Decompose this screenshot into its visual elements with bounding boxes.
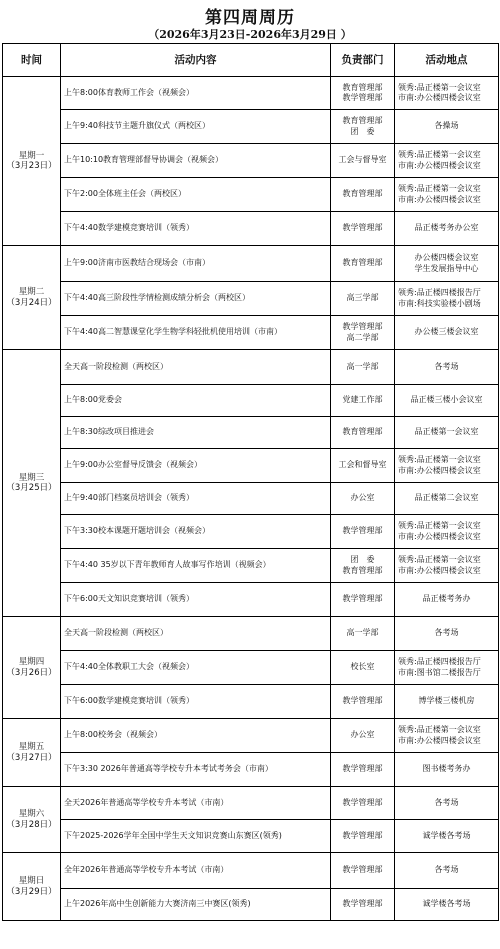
location-cell — [395, 651, 499, 685]
location-cell — [395, 178, 499, 212]
activity-cell: 下午2025-2026学年全国中学生天文知识竞赛山东赛区(领秀) — [61, 820, 331, 853]
table-row — [3, 787, 499, 820]
location-line: 市南:办公楼四楼会议室 — [398, 93, 481, 102]
activity-cell: 上午9:00济南市医教结合现场会（市南） — [61, 246, 331, 282]
department-line: 教育管理部 — [342, 258, 383, 268]
activity-cell: 下午4:40 35岁以下青年教师育人故事写作培训（视频会） — [61, 549, 331, 583]
department-cell — [331, 753, 395, 787]
location-line: 市南:办公楼四楼会议室 — [398, 465, 481, 475]
day-cell — [3, 246, 61, 350]
location-cell — [395, 212, 499, 246]
location-line: 各考场 — [434, 797, 459, 807]
department-cell — [331, 515, 395, 549]
department-line: 教育管理部 — [342, 82, 383, 92]
activity-cell: 上午9:00办公室督导反馈会（视频会） — [61, 449, 331, 483]
activity-cell: 上午9:40科技节主题升旗仪式（两校区） — [61, 110, 331, 144]
day-name: 星期二 — [18, 287, 45, 297]
header-department: 负责部门 — [331, 44, 395, 77]
activity-cell: 全天2026年普通高等学校专升本考试（市南） — [61, 787, 331, 820]
department-line: 教学管理部 — [342, 696, 383, 706]
table-row — [3, 583, 499, 617]
day-cell — [3, 617, 61, 719]
location-line: 博学楼三楼机房 — [418, 696, 475, 706]
department-line: 教育管理部 — [342, 427, 383, 437]
location-line: 市南:科技实验楼小剧场 — [398, 298, 481, 308]
activity-cell: 上午10:10教育管理部督导协调会（视频会） — [61, 144, 331, 178]
department-line: 高一学部 — [346, 361, 379, 371]
header-location: 活动地点 — [395, 44, 499, 77]
header-time: 时间 — [3, 44, 61, 77]
activity-cell: 全天高一阶段检测（两校区） — [61, 617, 331, 651]
department-line: 教学管理部 — [342, 526, 383, 536]
activity-cell: 下午2:00全体班主任会（两校区） — [61, 178, 331, 212]
table-row — [3, 282, 499, 316]
day-name: 星期六 — [18, 809, 45, 819]
department-line: 高三学部 — [346, 293, 379, 303]
department-cell — [331, 316, 395, 350]
location-line: 品正楼考务办公室 — [414, 223, 479, 233]
table-row — [3, 77, 499, 110]
activity-cell: 下午3:30 2026年普通高等学校专升本考试考务会（市南） — [61, 753, 331, 787]
department-cell — [331, 820, 395, 853]
table-row — [3, 144, 499, 178]
day-date: （3月23日） — [6, 161, 57, 171]
location-line: 品正楼第二会议室 — [414, 493, 479, 503]
department-line: 团 委 — [350, 555, 375, 564]
department-cell — [331, 889, 395, 921]
location-cell — [395, 282, 499, 316]
activity-cell: 下午3:30校本课题开题培训会（视频会） — [61, 515, 331, 549]
location-line: 领秀:品正楼四楼报告厅 — [398, 288, 481, 297]
table-row — [3, 889, 499, 921]
department-cell — [331, 449, 395, 483]
schedule-body — [3, 77, 499, 921]
table-row — [3, 549, 499, 583]
activity-cell: 全年2026年普通高等学校专升本考试（市南） — [61, 853, 331, 889]
location-line: 品正楼第一会议室 — [414, 427, 479, 437]
location-cell — [395, 246, 499, 282]
table-header-row — [3, 44, 499, 77]
activity-cell: 下午6:00数学建模竞赛培训（领秀） — [61, 685, 331, 719]
department-cell — [331, 110, 395, 144]
page-subtitle: （2026年3月23日-2026年3月29日 ） — [148, 28, 352, 41]
location-cell — [395, 350, 499, 385]
department-cell — [331, 144, 395, 178]
department-line: 党建工作部 — [342, 395, 383, 405]
table-row — [3, 651, 499, 685]
activity-cell: 上午9:40部门档案员培训会（领秀） — [61, 483, 331, 515]
table-row — [3, 449, 499, 483]
location-line: 领秀:品正楼第一会议室 — [398, 521, 481, 530]
location-line: 领秀:品正楼第一会议室 — [398, 455, 481, 464]
location-line: 品正楼考务办 — [422, 594, 471, 604]
department-line: 教学管理部 — [342, 322, 383, 331]
location-line: 市南:图书馆二楼报告厅 — [398, 667, 481, 677]
day-cell — [3, 787, 61, 853]
location-cell — [395, 853, 499, 889]
table-row — [3, 685, 499, 719]
table-row — [3, 820, 499, 853]
department-cell — [331, 178, 395, 212]
location-cell — [395, 385, 499, 417]
department-cell — [331, 417, 395, 449]
department-cell — [331, 549, 395, 583]
location-line: 办公楼四楼会议室 — [414, 253, 479, 262]
location-line: 领秀:品正楼第一会议室 — [398, 184, 481, 193]
activity-cell: 上午8:00校务会（视频会） — [61, 719, 331, 753]
location-cell — [395, 483, 499, 515]
department-line: 教学管理部 — [342, 223, 383, 233]
department-line: 高二学部 — [346, 332, 379, 342]
table-row — [3, 316, 499, 350]
location-cell — [395, 110, 499, 144]
location-cell — [395, 787, 499, 820]
department-line: 校长室 — [350, 662, 375, 672]
department-cell — [331, 350, 395, 385]
location-line: 领秀:品正楼第一会议室 — [398, 82, 481, 92]
location-line: 市南:办公楼四楼会议室 — [398, 565, 481, 575]
location-cell — [395, 889, 499, 921]
location-line: 诚学楼各考场 — [422, 830, 471, 840]
location-cell — [395, 549, 499, 583]
location-line: 各考场 — [434, 865, 459, 875]
table-row — [3, 719, 499, 753]
location-line: 领秀:品正楼第一会议室 — [398, 150, 481, 159]
page-title: 第四周周历 — [205, 8, 295, 28]
location-cell — [395, 515, 499, 549]
department-cell — [331, 583, 395, 617]
department-line: 教学管理部 — [342, 93, 383, 102]
location-cell — [395, 820, 499, 853]
table-row — [3, 515, 499, 549]
day-name: 星期日 — [18, 876, 45, 886]
table-row — [3, 417, 499, 449]
table-row — [3, 246, 499, 282]
activity-cell: 上午8:30综改项目推进会 — [61, 417, 331, 449]
location-line: 办公楼三楼会议室 — [414, 327, 479, 337]
department-cell — [331, 853, 395, 889]
department-cell — [331, 685, 395, 719]
department-cell — [331, 617, 395, 651]
location-cell — [395, 449, 499, 483]
location-line: 图书楼考务办 — [422, 764, 471, 774]
department-cell — [331, 385, 395, 417]
activity-cell: 全天高一阶段检测（两校区） — [61, 350, 331, 385]
table-row — [3, 178, 499, 212]
activity-cell: 上午8:00党委会 — [61, 385, 331, 417]
department-line: 教育管理部 — [342, 565, 383, 575]
day-date: （3月26日） — [6, 667, 57, 678]
table-row — [3, 212, 499, 246]
location-line: 市南:办公楼四楼会议室 — [398, 160, 481, 170]
department-cell — [331, 212, 395, 246]
table-row — [3, 617, 499, 651]
activity-cell: 下午6:00天文知识竞赛培训（领秀） — [61, 583, 331, 617]
day-name: 星期一 — [18, 150, 45, 161]
department-cell — [331, 719, 395, 753]
department-line: 教学管理部 — [342, 764, 383, 774]
activity-cell: 下午4:40高二智慧课堂化学生物学科轻批机使用培训（市南） — [61, 316, 331, 350]
location-line: 品正楼三楼小会议室 — [410, 395, 483, 405]
day-date: （3月25日） — [6, 483, 57, 493]
location-line: 各考场 — [434, 628, 459, 638]
department-line: 教学管理部 — [342, 830, 383, 840]
department-line: 教学管理部 — [342, 865, 383, 875]
table-row — [3, 753, 499, 787]
activity-cell: 下午4:40数学建模竞赛培训（领秀） — [61, 212, 331, 246]
location-line: 市南:办公楼四楼会议室 — [398, 531, 481, 541]
day-cell — [3, 350, 61, 617]
day-date: （3月29日） — [6, 886, 57, 897]
department-cell — [331, 787, 395, 820]
activity-cell: 上午2026年高中生创新能力大赛济南三中赛区(领秀) — [61, 889, 331, 921]
day-date: （3月28日） — [6, 819, 57, 830]
location-line: 各操场 — [434, 121, 459, 131]
day-date: （3月27日） — [6, 752, 57, 763]
department-line: 工会和督导室 — [338, 460, 387, 470]
day-date: （3月24日） — [6, 297, 57, 308]
table-row — [3, 853, 499, 889]
location-line: 诚学楼各考场 — [422, 899, 471, 909]
location-cell — [395, 77, 499, 110]
table-row — [3, 110, 499, 144]
department-line: 工会与督导室 — [338, 155, 387, 165]
location-cell — [395, 719, 499, 753]
day-cell — [3, 719, 61, 787]
department-line: 高一学部 — [346, 628, 379, 638]
location-cell — [395, 144, 499, 178]
day-name: 星期四 — [18, 657, 45, 667]
location-line: 市南:办公楼四楼会议室 — [398, 735, 481, 745]
department-line: 办公室 — [350, 493, 375, 503]
department-line: 教学管理部 — [342, 899, 383, 909]
table-row — [3, 350, 499, 385]
location-cell — [395, 583, 499, 617]
department-line: 教学管理部 — [342, 594, 383, 604]
activity-cell: 上午8:00体育教师工作会（视频会） — [61, 77, 331, 110]
department-line: 办公室 — [350, 730, 375, 740]
location-line: 领秀:品正楼第一会议室 — [398, 725, 481, 734]
activity-cell: 下午4:40全体教职工大会（视频会） — [61, 651, 331, 685]
day-name: 星期五 — [18, 742, 45, 752]
header-activity: 活动内容 — [61, 44, 331, 77]
location-cell — [395, 753, 499, 787]
department-line: 团 委 — [350, 126, 375, 136]
department-cell — [331, 282, 395, 316]
location-line: 市南:办公楼四楼会议室 — [398, 194, 481, 204]
location-line: 领秀:品正楼第一会议室 — [398, 555, 481, 564]
department-line: 教育管理部 — [342, 189, 383, 199]
department-cell — [331, 246, 395, 282]
day-name: 星期三 — [18, 472, 45, 483]
department-line: 教学管理部 — [342, 797, 383, 807]
department-line: 教育管理部 — [342, 116, 383, 125]
day-cell — [3, 853, 61, 921]
department-cell — [331, 651, 395, 685]
table-row — [3, 385, 499, 417]
location-line: 学生发展指导中心 — [414, 263, 479, 273]
location-cell — [395, 685, 499, 719]
location-cell — [395, 417, 499, 449]
table-row — [3, 483, 499, 515]
department-cell — [331, 483, 395, 515]
location-line: 领秀:品正楼四楼报告厅 — [398, 657, 481, 666]
location-cell — [395, 316, 499, 350]
department-cell — [331, 77, 395, 110]
location-line: 各考场 — [434, 361, 459, 371]
activity-cell: 下午4:40高三阶段性学情检测成绩分析会（两校区） — [61, 282, 331, 316]
location-cell — [395, 617, 499, 651]
schedule-table — [2, 43, 499, 921]
day-cell — [3, 77, 61, 246]
